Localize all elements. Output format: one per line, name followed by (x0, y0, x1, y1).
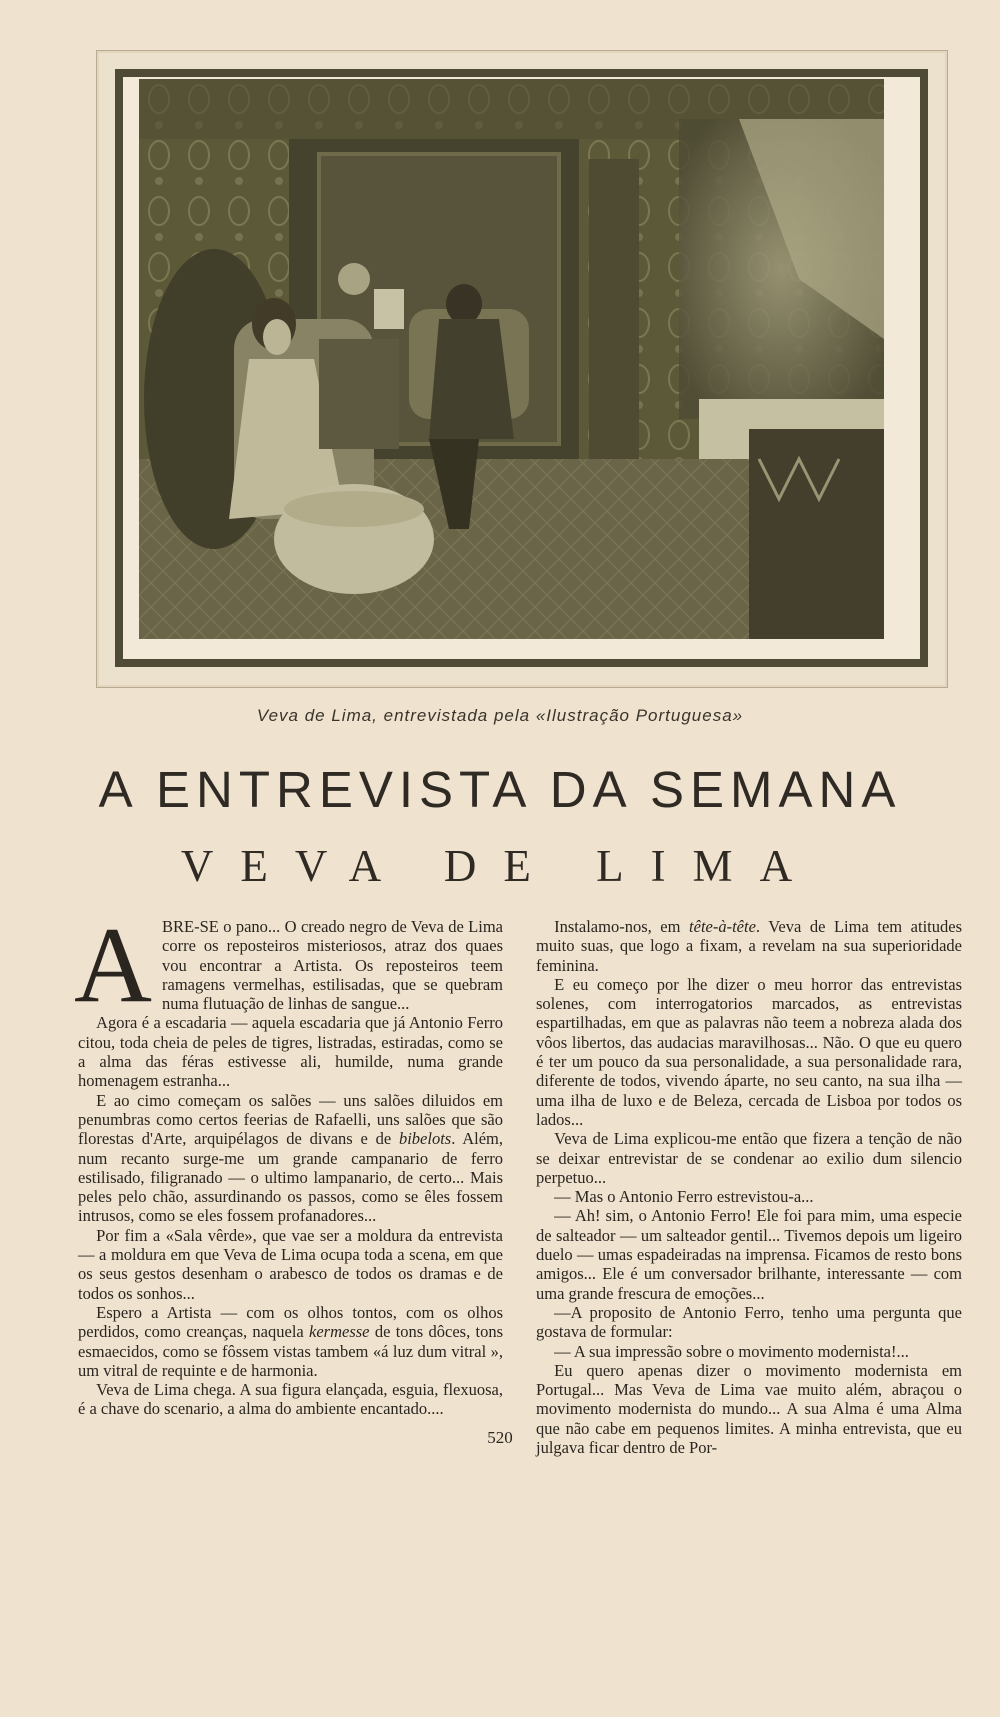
paragraph: — Mas o Antonio Ferro estrevistou-a... (554, 1187, 814, 1207)
paragraph (74, 906, 503, 1025)
italic-text: kermesse (309, 1322, 370, 1342)
paragraph-text: Instalamo-nos, em (554, 917, 690, 936)
paragraph: Veva de Lima explicou-me então que fizera a tenção de não se deixar entrevistar de se condenar ao exilio dum silencio perpetuo... (536, 1129, 962, 1187)
paragraph: —A proposito de Antonio Ferro, tenho uma pergunta que gostava de formular: (536, 1302, 962, 1342)
subhead: VEVA DE LIMA (180, 841, 820, 891)
italic-text: bibelots (398, 1129, 452, 1149)
italic-text: tête-à-tête (689, 917, 756, 936)
interview-photograph (139, 79, 884, 639)
paragraph-text: BRE-SE o pano... O creado negro de Veva de Lima corre os reposteiros misteriosos, atraz dos quaes vou encontrar a Artista. Os reposteiros teem ramagens vermelhas, estilisadas, que se quebram numa flutuação de linhas de sangue... (162, 917, 503, 1014)
paragraph: — Ah! sim, o Antonio Ferro! Ele foi para mim, uma especie de salteador — um salteador gentil... Tivemos depois um ligeiro duelo — umas espadeiradas na imprensa. Ficamos de resto bons amigos... Ele é um conversador brilhante, interessante — com uma grande frescura de emoções... (536, 1206, 962, 1303)
paragraph: Veva de Lima chega. A sua figura elançada, esguia, flexuosa, é a chave do scenario, a alma do ambiente encantado.... (78, 1380, 503, 1419)
left-column (74, 906, 504, 1717)
paragraph: E eu começo por lhe dizer o meu horror das entrevistas solenes, com interrogatorios marcados, as entrevistas espartilhadas, em que as palavras não teem a nobreza alada dos vôos libertos, das audacias maravilhosas... Não. O que eu quero é ter um pouco da sua personalidade, a sua personalidade rara, diferente de todos, vivendo áparte, no seu canto, na sua ilha — uma ilha de luxo e de Beleza, cercada de Lisboa por todos os lados... (536, 974, 962, 1129)
photo-caption: Veva de Lima, entrevistada pela «Ilustração Portuguesa» (256, 706, 744, 725)
right-column (536, 917, 962, 1717)
paragraph: — A sua impressão sobre o movimento modernista!... (554, 1341, 909, 1361)
paragraph: Eu quero apenas dizer o movimento modernista em Portugal... Mas Veva de Lima vae muito além, abraçou o movimento modernista do mundo... A sua Alma é uma Alma que não cabe em pequenos limites. A minha entrevista, que eu julgava ficar dentro de Por- (536, 1360, 962, 1458)
drop-cap: A (74, 906, 152, 1025)
photo-frame-outer (96, 50, 948, 688)
paragraph-text: Espero a Artista — com os olhos tontos, com os olhos perdidos, como creanças, naquela (78, 1302, 503, 1342)
paragraph (536, 917, 962, 975)
paragraph (78, 1091, 503, 1226)
photograph-illustration (139, 79, 884, 639)
paragraph-text: E ao cimo começam os salões — uns salões diluidos em penumbras como certos feerias de Rafaelli, uns salões que são florestas d'Arte, arquipélagos de divans e de (78, 1090, 503, 1149)
paragraph-text: de tons dôces, tons esmaecidos, como se fôssem vistas tambem «á luz dum vitral », um vitral de requinte e de harmonia. (78, 1322, 503, 1380)
paragraph-text: . Além, num recanto surge-me um grande campanario de ferro estilisado, filigranado — o ultimo lampanario, de certo... Mais peles pelo chão, assurdinando os passos, como se êles fossem intrusos, como se eles fossem profanadores... (78, 1129, 504, 1226)
headline: A ENTREVISTA DA SEMANA (98, 761, 902, 818)
paragraph: Por fim a «Sala vêrde», que vae ser a moldura da entrevista — a moldura em que Veva de Lima ocupa toda a scena, em que os seus gestos desenham o arabesco de todos os dramas e de todos os sonhos... (78, 1225, 503, 1303)
page-number: 520 (487, 1428, 513, 1447)
paragraph: Agora é a escadaria — aquela escadaria que já Antonio Ferro citou, toda cheia de peles de tigres, listradas, estiradas, como se a alma das féras estivesse ali, humilde, numa grande homenagem estranha... (78, 1013, 503, 1091)
paragraph (78, 1303, 503, 1380)
paragraph-text: . Veva de Lima tem atitudes muito suas, que logo a fixam, a revelam na sua superioridade feminina. (536, 917, 962, 975)
